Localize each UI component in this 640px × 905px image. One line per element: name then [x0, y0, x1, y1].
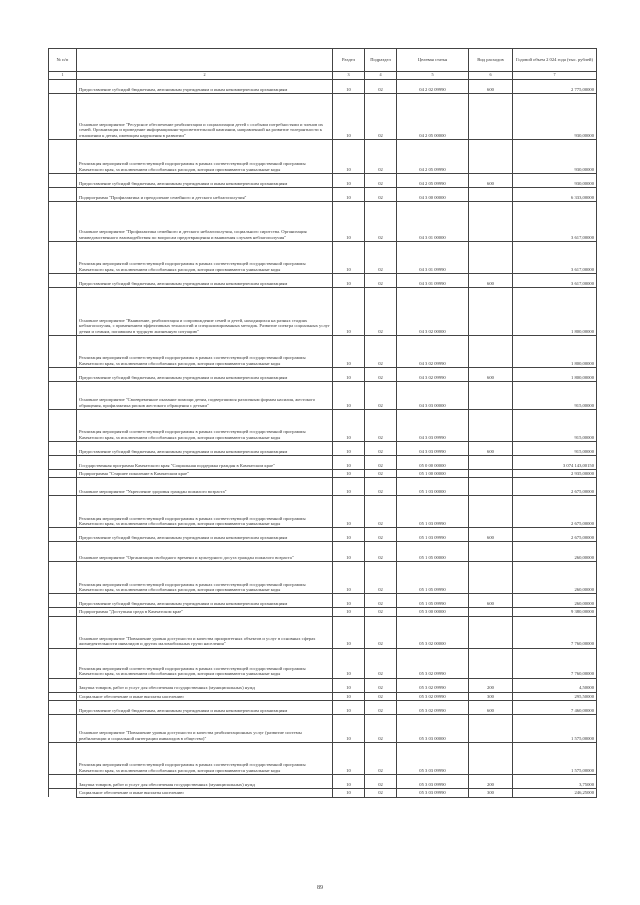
row-section-cell: 10	[333, 382, 365, 410]
row-amount-cell: 4,50000	[513, 678, 597, 692]
row-expense-type-cell	[469, 456, 513, 470]
col-header-target: Целевая статья	[397, 49, 469, 72]
row-subsection-cell: 02	[365, 496, 397, 528]
row-target-cell: 04 3 01 09990	[397, 242, 469, 274]
row-subsection-cell: 02	[365, 368, 397, 382]
row-number-cell	[49, 478, 77, 496]
row-subsection-cell: 02	[365, 470, 397, 478]
row-number-cell	[49, 542, 77, 562]
row-expense-type-cell	[469, 202, 513, 242]
row-number-cell	[49, 140, 77, 174]
row-number-cell	[49, 715, 77, 743]
row-subsection-cell: 02	[365, 743, 397, 775]
row-target-cell: 05 1 05 00000	[397, 542, 469, 562]
row-section-cell: 10	[333, 140, 365, 174]
column-number-row	[49, 72, 597, 80]
row-name-cell: Реализация мероприятий соответствующей подпрограммы в рамках соответствующей государственной программы Камчатского края, за исключением обособленных расходов, которым присваиваются уникальные коды	[77, 648, 333, 678]
row-expense-type-cell	[469, 478, 513, 496]
row-target-cell: 05 3 00 00000	[397, 608, 469, 616]
row-amount-cell: 930,00000	[513, 140, 597, 174]
row-target-cell: 04 2 05 00000	[397, 94, 469, 140]
row-number-cell	[49, 648, 77, 678]
row-name-cell: Социальное обеспечение и иные выплаты населению	[77, 692, 333, 700]
row-target-cell: 04 3 02 09990	[397, 368, 469, 382]
row-subsection-cell: 02	[365, 202, 397, 242]
row-subsection-cell: 02	[365, 382, 397, 410]
row-number-cell	[49, 94, 77, 140]
table-row	[49, 336, 597, 368]
row-subsection-cell: 02	[365, 442, 397, 456]
table-row	[49, 496, 597, 528]
row-name-cell: Подпрограмма "Профилактика и преодоление семейного и детского неблагополучия"	[77, 188, 333, 202]
row-target-cell: 04 2 02 09990	[397, 80, 469, 94]
row-target-cell: 05 3 03 09990	[397, 775, 469, 789]
row-number-cell	[49, 410, 77, 442]
table-row	[49, 616, 597, 648]
row-name-cell: Реализация мероприятий соответствующей подпрограммы в рамках соответствующей государственной программы Камчатского края, за исключением обособленных расходов, которым присваиваются уникальные коды	[77, 336, 333, 368]
row-subsection-cell: 02	[365, 775, 397, 789]
row-name-cell: Реализация мероприятий соответствующей подпрограммы в рамках соответствующей государственной программы Камчатского края, за исключением обособленных расходов, которым присваиваются уникальные коды	[77, 242, 333, 274]
row-number-cell	[49, 288, 77, 336]
row-name-cell: Основное мероприятие "Повышение уровня доступности и качества реабилитационных услуг (развитие системы реабилитации и социальной интеграции инвалидов в общество)"	[77, 715, 333, 743]
row-amount-cell: 3 074 143,00150	[513, 456, 597, 470]
row-subsection-cell: 02	[365, 456, 397, 470]
row-amount-cell: 3,75000	[513, 775, 597, 789]
row-section-cell: 10	[333, 789, 365, 797]
table-row	[49, 368, 597, 382]
row-target-cell: 04 2 05 09990	[397, 174, 469, 188]
row-name-cell: Основное мероприятие "Ресурсное обеспечение реабилитации и социализации детей с особыми потребностями и членов их семей. Организация и проведение информационно-просветительской кампании, направленной на развитие толерантности к отношении к детям, имеющим нарушения в развитии"	[77, 94, 333, 140]
row-subsection-cell: 02	[365, 80, 397, 94]
col-num: 1	[49, 72, 77, 80]
row-name-cell: Основное мероприятие "Повышение уровня доступности и качества приоритетных объектов и услуг в основных сферах жизнедеятельности инвалидов и других маломобильных групп населения"	[77, 616, 333, 648]
row-expense-type-cell: 300	[469, 789, 513, 797]
row-amount-cell: 1 800,00000	[513, 336, 597, 368]
budget-sheet	[48, 48, 596, 798]
row-subsection-cell: 02	[365, 562, 397, 594]
page-number: 89	[317, 885, 323, 891]
table-row	[49, 562, 597, 594]
row-expense-type-cell	[469, 242, 513, 274]
table-row	[49, 542, 597, 562]
row-subsection-cell: 02	[365, 288, 397, 336]
row-name-cell: Социальное обеспечение и иные выплаты населению	[77, 789, 333, 797]
table-row	[49, 775, 597, 789]
row-expense-type-cell: 600	[469, 594, 513, 608]
row-section-cell: 10	[333, 701, 365, 715]
table-body	[49, 80, 597, 798]
row-expense-type-cell	[469, 743, 513, 775]
row-amount-cell: 1 800,00000	[513, 368, 597, 382]
row-amount-cell: 3 617,00000	[513, 242, 597, 274]
row-subsection-cell: 02	[365, 274, 397, 288]
row-expense-type-cell: 600	[469, 174, 513, 188]
row-section-cell: 10	[333, 188, 365, 202]
row-subsection-cell: 02	[365, 242, 397, 274]
row-subsection-cell: 02	[365, 94, 397, 140]
row-section-cell: 10	[333, 336, 365, 368]
row-section-cell: 10	[333, 174, 365, 188]
row-subsection-cell: 02	[365, 478, 397, 496]
col-header-section: Раздел	[333, 49, 365, 72]
row-target-cell: 05 3 02 09990	[397, 648, 469, 678]
row-expense-type-cell: 600	[469, 701, 513, 715]
row-name-cell: Предоставление субсидий бюджетным, автономным учреждениям и иным некоммерческим организациям	[77, 442, 333, 456]
row-number-cell	[49, 608, 77, 616]
row-expense-type-cell: 600	[469, 274, 513, 288]
row-amount-cell: 2 935,00000	[513, 470, 597, 478]
row-expense-type-cell	[469, 288, 513, 336]
row-section-cell: 10	[333, 94, 365, 140]
col-header-subsection: Подраздел	[365, 49, 397, 72]
row-section-cell: 10	[333, 616, 365, 648]
col-num: 3	[333, 72, 365, 80]
row-section-cell: 10	[333, 743, 365, 775]
row-amount-cell: 6 333,00000	[513, 188, 597, 202]
row-number-cell	[49, 174, 77, 188]
row-number-cell	[49, 274, 77, 288]
row-name-cell: Предоставление субсидий бюджетным, автономным учреждениям и иным некоммерческим организациям	[77, 701, 333, 715]
row-number-cell	[49, 562, 77, 594]
row-subsection-cell: 02	[365, 542, 397, 562]
row-name-cell: Основное мероприятие "Укрепление здоровья граждан пожилого возраста"	[77, 478, 333, 496]
row-section-cell: 10	[333, 202, 365, 242]
row-name-cell: Реализация мероприятий соответствующей подпрограммы в рамках соответствующей государственной программы Камчатского края, за исключением обособленных расходов, которым присваиваются уникальные коды	[77, 140, 333, 174]
row-target-cell: 05 3 02 09990	[397, 701, 469, 715]
row-name-cell: Реализация мероприятий соответствующей подпрограммы в рамках соответствующей государственной программы Камчатского края, за исключением обособленных расходов, которым присваиваются уникальные коды	[77, 496, 333, 528]
row-subsection-cell: 02	[365, 648, 397, 678]
row-section-cell: 10	[333, 594, 365, 608]
row-expense-type-cell	[469, 336, 513, 368]
row-number-cell	[49, 368, 77, 382]
row-section-cell: 10	[333, 775, 365, 789]
row-amount-cell: 930,00000	[513, 174, 597, 188]
table-row	[49, 140, 597, 174]
row-target-cell: 05 1 00 00000	[397, 470, 469, 478]
row-expense-type-cell: 200	[469, 775, 513, 789]
table-row	[49, 242, 597, 274]
row-subsection-cell: 02	[365, 410, 397, 442]
row-expense-type-cell	[469, 616, 513, 648]
row-number-cell	[49, 678, 77, 692]
row-expense-type-cell	[469, 410, 513, 442]
row-section-cell: 10	[333, 528, 365, 542]
row-number-cell	[49, 743, 77, 775]
row-expense-type-cell	[469, 562, 513, 594]
row-amount-cell: 2 675,00000	[513, 496, 597, 528]
table-row	[49, 692, 597, 700]
row-name-cell: Реализация мероприятий соответствующей подпрограммы в рамках соответствующей государственной программы Камчатского края, за исключением обособленных расходов, которым присваиваются уникальные коды	[77, 743, 333, 775]
row-amount-cell: 2 775,00000	[513, 80, 597, 94]
row-section-cell: 10	[333, 496, 365, 528]
row-section-cell: 10	[333, 242, 365, 274]
row-target-cell: 05 0 00 00000	[397, 456, 469, 470]
row-amount-cell: 246,25000	[513, 789, 597, 797]
row-number-cell	[49, 701, 77, 715]
row-amount-cell: 2 675,00000	[513, 478, 597, 496]
table-row	[49, 528, 597, 542]
row-amount-cell: 915,00000	[513, 442, 597, 456]
row-target-cell: 04 3 02 09990	[397, 336, 469, 368]
row-amount-cell: 915,00000	[513, 410, 597, 442]
row-section-cell: 10	[333, 456, 365, 470]
row-name-cell: Подпрограмма "Старшее поколение в Камчатском крае"	[77, 470, 333, 478]
table-row	[49, 442, 597, 456]
row-subsection-cell: 02	[365, 528, 397, 542]
header-row	[49, 49, 597, 72]
row-subsection-cell: 02	[365, 701, 397, 715]
row-target-cell: 05 3 03 00000	[397, 715, 469, 743]
row-target-cell: 05 1 03 00000	[397, 478, 469, 496]
row-section-cell: 10	[333, 562, 365, 594]
row-number-cell	[49, 496, 77, 528]
table-row	[49, 174, 597, 188]
row-number-cell	[49, 188, 77, 202]
row-subsection-cell: 02	[365, 692, 397, 700]
row-number-cell	[49, 692, 77, 700]
table-row	[49, 470, 597, 478]
row-expense-type-cell	[469, 715, 513, 743]
row-amount-cell: 7 760,00000	[513, 616, 597, 648]
row-section-cell: 10	[333, 648, 365, 678]
row-amount-cell: 1 575,00000	[513, 715, 597, 743]
row-target-cell: 04 3 03 09990	[397, 442, 469, 456]
row-amount-cell: 260,00000	[513, 562, 597, 594]
row-section-cell: 10	[333, 478, 365, 496]
table-row	[49, 594, 597, 608]
row-expense-type-cell	[469, 542, 513, 562]
row-target-cell: 05 3 03 09990	[397, 743, 469, 775]
row-amount-cell: 3 617,00000	[513, 274, 597, 288]
table-row	[49, 648, 597, 678]
row-expense-type-cell: 600	[469, 368, 513, 382]
row-target-cell: 05 3 02 00000	[397, 616, 469, 648]
row-expense-type-cell	[469, 608, 513, 616]
table-row	[49, 202, 597, 242]
row-target-cell: 05 1 05 09990	[397, 562, 469, 594]
row-section-cell: 10	[333, 678, 365, 692]
row-amount-cell: 7 460,00000	[513, 701, 597, 715]
col-header-number: № п/п	[49, 49, 77, 72]
row-target-cell: 04 3 00 00000	[397, 188, 469, 202]
row-subsection-cell: 02	[365, 174, 397, 188]
col-num: 4	[365, 72, 397, 80]
row-subsection-cell: 02	[365, 140, 397, 174]
row-target-cell: 04 3 03 00000	[397, 382, 469, 410]
row-section-cell: 10	[333, 715, 365, 743]
col-num: 7	[513, 72, 597, 80]
table-row	[49, 789, 597, 797]
row-expense-type-cell	[469, 140, 513, 174]
row-name-cell: Государственная программа Камчатского края "Социальная поддержка граждан в Камчатском крае"	[77, 456, 333, 470]
row-number-cell	[49, 336, 77, 368]
table-row	[49, 188, 597, 202]
table-row	[49, 743, 597, 775]
row-amount-cell: 7 760,00000	[513, 648, 597, 678]
table-row	[49, 410, 597, 442]
table-row	[49, 274, 597, 288]
row-expense-type-cell: 600	[469, 442, 513, 456]
row-name-cell: Закупка товаров, работ и услуг для обеспечения государственных (муниципальных) нужд	[77, 678, 333, 692]
row-number-cell	[49, 616, 77, 648]
row-target-cell: 04 2 05 09990	[397, 140, 469, 174]
col-num: 2	[77, 72, 333, 80]
col-num: 5	[397, 72, 469, 80]
row-name-cell: Реализация мероприятий соответствующей подпрограммы в рамках соответствующей государственной программы Камчатского края, за исключением обособленных расходов, которым присваиваются уникальные коды	[77, 410, 333, 442]
row-expense-type-cell: 600	[469, 528, 513, 542]
col-header-expense-type: Вид расходов	[469, 49, 513, 72]
row-number-cell	[49, 528, 77, 542]
row-section-cell: 10	[333, 274, 365, 288]
table-row	[49, 456, 597, 470]
row-name-cell: Предоставление субсидий бюджетным, автономным учреждениям и иным некоммерческим организациям	[77, 368, 333, 382]
row-amount-cell: 930,00000	[513, 94, 597, 140]
row-amount-cell: 2 675,00000	[513, 528, 597, 542]
row-section-cell: 10	[333, 368, 365, 382]
row-number-cell	[49, 242, 77, 274]
row-number-cell	[49, 789, 77, 797]
row-expense-type-cell	[469, 382, 513, 410]
table-row	[49, 80, 597, 94]
row-section-cell: 10	[333, 442, 365, 456]
row-target-cell: 05 3 02 09990	[397, 692, 469, 700]
table-row	[49, 701, 597, 715]
row-name-cell: Предоставление субсидий бюджетным, автономным учреждениям и иным некоммерческим организациям	[77, 80, 333, 94]
row-name-cell: Подпрограмма "Доступная среда в Камчатском крае"	[77, 608, 333, 616]
row-number-cell	[49, 470, 77, 478]
row-target-cell: 04 3 01 00000	[397, 202, 469, 242]
table-row	[49, 478, 597, 496]
row-section-cell: 10	[333, 542, 365, 562]
row-amount-cell: 3 617,00000	[513, 202, 597, 242]
table-row	[49, 715, 597, 743]
row-section-cell: 10	[333, 288, 365, 336]
row-section-cell: 10	[333, 410, 365, 442]
col-header-amount: Годовой объем 2 024 года (тыс. рублей)	[513, 49, 597, 72]
row-subsection-cell: 02	[365, 188, 397, 202]
row-name-cell: Основное мероприятие "Организация свободного времени и культурного досуга граждан пожилого возраста"	[77, 542, 333, 562]
row-section-cell: 10	[333, 608, 365, 616]
row-target-cell: 05 1 03 09990	[397, 528, 469, 542]
row-subsection-cell: 02	[365, 594, 397, 608]
row-number-cell	[49, 80, 77, 94]
row-name-cell: Основное мероприятие "Своевременное оказание помощи детям, подвергшимся различным формам насилия, жестокого обращения, профилактика рисков жестокого обращения с детьми"	[77, 382, 333, 410]
row-subsection-cell: 02	[365, 608, 397, 616]
row-amount-cell: 295,50000	[513, 692, 597, 700]
row-expense-type-cell: 600	[469, 80, 513, 94]
table-row	[49, 608, 597, 616]
budget-table	[48, 48, 597, 798]
row-expense-type-cell: 300	[469, 692, 513, 700]
row-expense-type-cell	[469, 94, 513, 140]
row-amount-cell: 260,00000	[513, 594, 597, 608]
row-target-cell: 04 3 01 09990	[397, 274, 469, 288]
table-row	[49, 288, 597, 336]
row-number-cell	[49, 382, 77, 410]
row-amount-cell: 260,00000	[513, 542, 597, 562]
row-subsection-cell: 02	[365, 336, 397, 368]
table-row	[49, 94, 597, 140]
row-subsection-cell: 02	[365, 789, 397, 797]
row-number-cell	[49, 775, 77, 789]
row-target-cell: 05 1 05 09990	[397, 594, 469, 608]
row-amount-cell: 1 800,00000	[513, 288, 597, 336]
row-expense-type-cell	[469, 496, 513, 528]
row-target-cell: 05 1 03 09990	[397, 496, 469, 528]
table-row	[49, 678, 597, 692]
row-number-cell	[49, 456, 77, 470]
col-num: 6	[469, 72, 513, 80]
row-target-cell: 05 3 02 09990	[397, 678, 469, 692]
row-name-cell: Закупка товаров, работ и услуг для обеспечения государственных (муниципальных) нужд	[77, 775, 333, 789]
row-section-cell: 10	[333, 80, 365, 94]
row-expense-type-cell	[469, 648, 513, 678]
col-header-name	[77, 49, 333, 72]
row-target-cell: 05 3 03 09990	[397, 789, 469, 797]
row-subsection-cell: 02	[365, 678, 397, 692]
row-expense-type-cell: 200	[469, 678, 513, 692]
row-name-cell: Предоставление субсидий бюджетным, автономным учреждениям и иным некоммерческим организациям	[77, 594, 333, 608]
row-subsection-cell: 02	[365, 715, 397, 743]
table-row	[49, 382, 597, 410]
row-subsection-cell: 02	[365, 616, 397, 648]
row-name-cell: Предоставление субсидий бюджетным, автономным учреждениям и иным некоммерческим организациям	[77, 174, 333, 188]
row-number-cell	[49, 202, 77, 242]
row-name-cell: Основное мероприятие "Выявление, реабилитация и сопровождение семей и детей, находящихся на разных стадиях неблагополучия, с применением эффективных технологий и специализированных методик. Развитие спектра социальных услуг детям и семьям, попавшим в трудную жизненную ситуацию"	[77, 288, 333, 336]
row-amount-cell: 1 575,00000	[513, 743, 597, 775]
row-amount-cell: 915,00000	[513, 382, 597, 410]
row-name-cell: Предоставление субсидий бюджетным, автономным учреждениям и иным некоммерческим организациям	[77, 528, 333, 542]
row-target-cell: 04 3 02 00000	[397, 288, 469, 336]
row-name-cell: Основное мероприятие "Профилактика семейного и детского неблагополучия, социального сиротства. Организация межведомственного взаимодействия по вопросам предотвращения и выявления случаев неблагополучия"	[77, 202, 333, 242]
row-amount-cell: 9 380,00000	[513, 608, 597, 616]
row-section-cell: 10	[333, 692, 365, 700]
row-expense-type-cell	[469, 470, 513, 478]
row-target-cell: 04 3 03 09990	[397, 410, 469, 442]
row-number-cell	[49, 442, 77, 456]
row-expense-type-cell	[469, 188, 513, 202]
row-name-cell: Реализация мероприятий соответствующей подпрограммы в рамках соответствующей государственной программы Камчатского края, за исключением обособленных расходов, которым присваиваются уникальные коды	[77, 562, 333, 594]
row-name-cell: Предоставление субсидий бюджетным, автономным учреждениям и иным некоммерческим организациям	[77, 274, 333, 288]
row-section-cell: 10	[333, 470, 365, 478]
row-number-cell	[49, 594, 77, 608]
